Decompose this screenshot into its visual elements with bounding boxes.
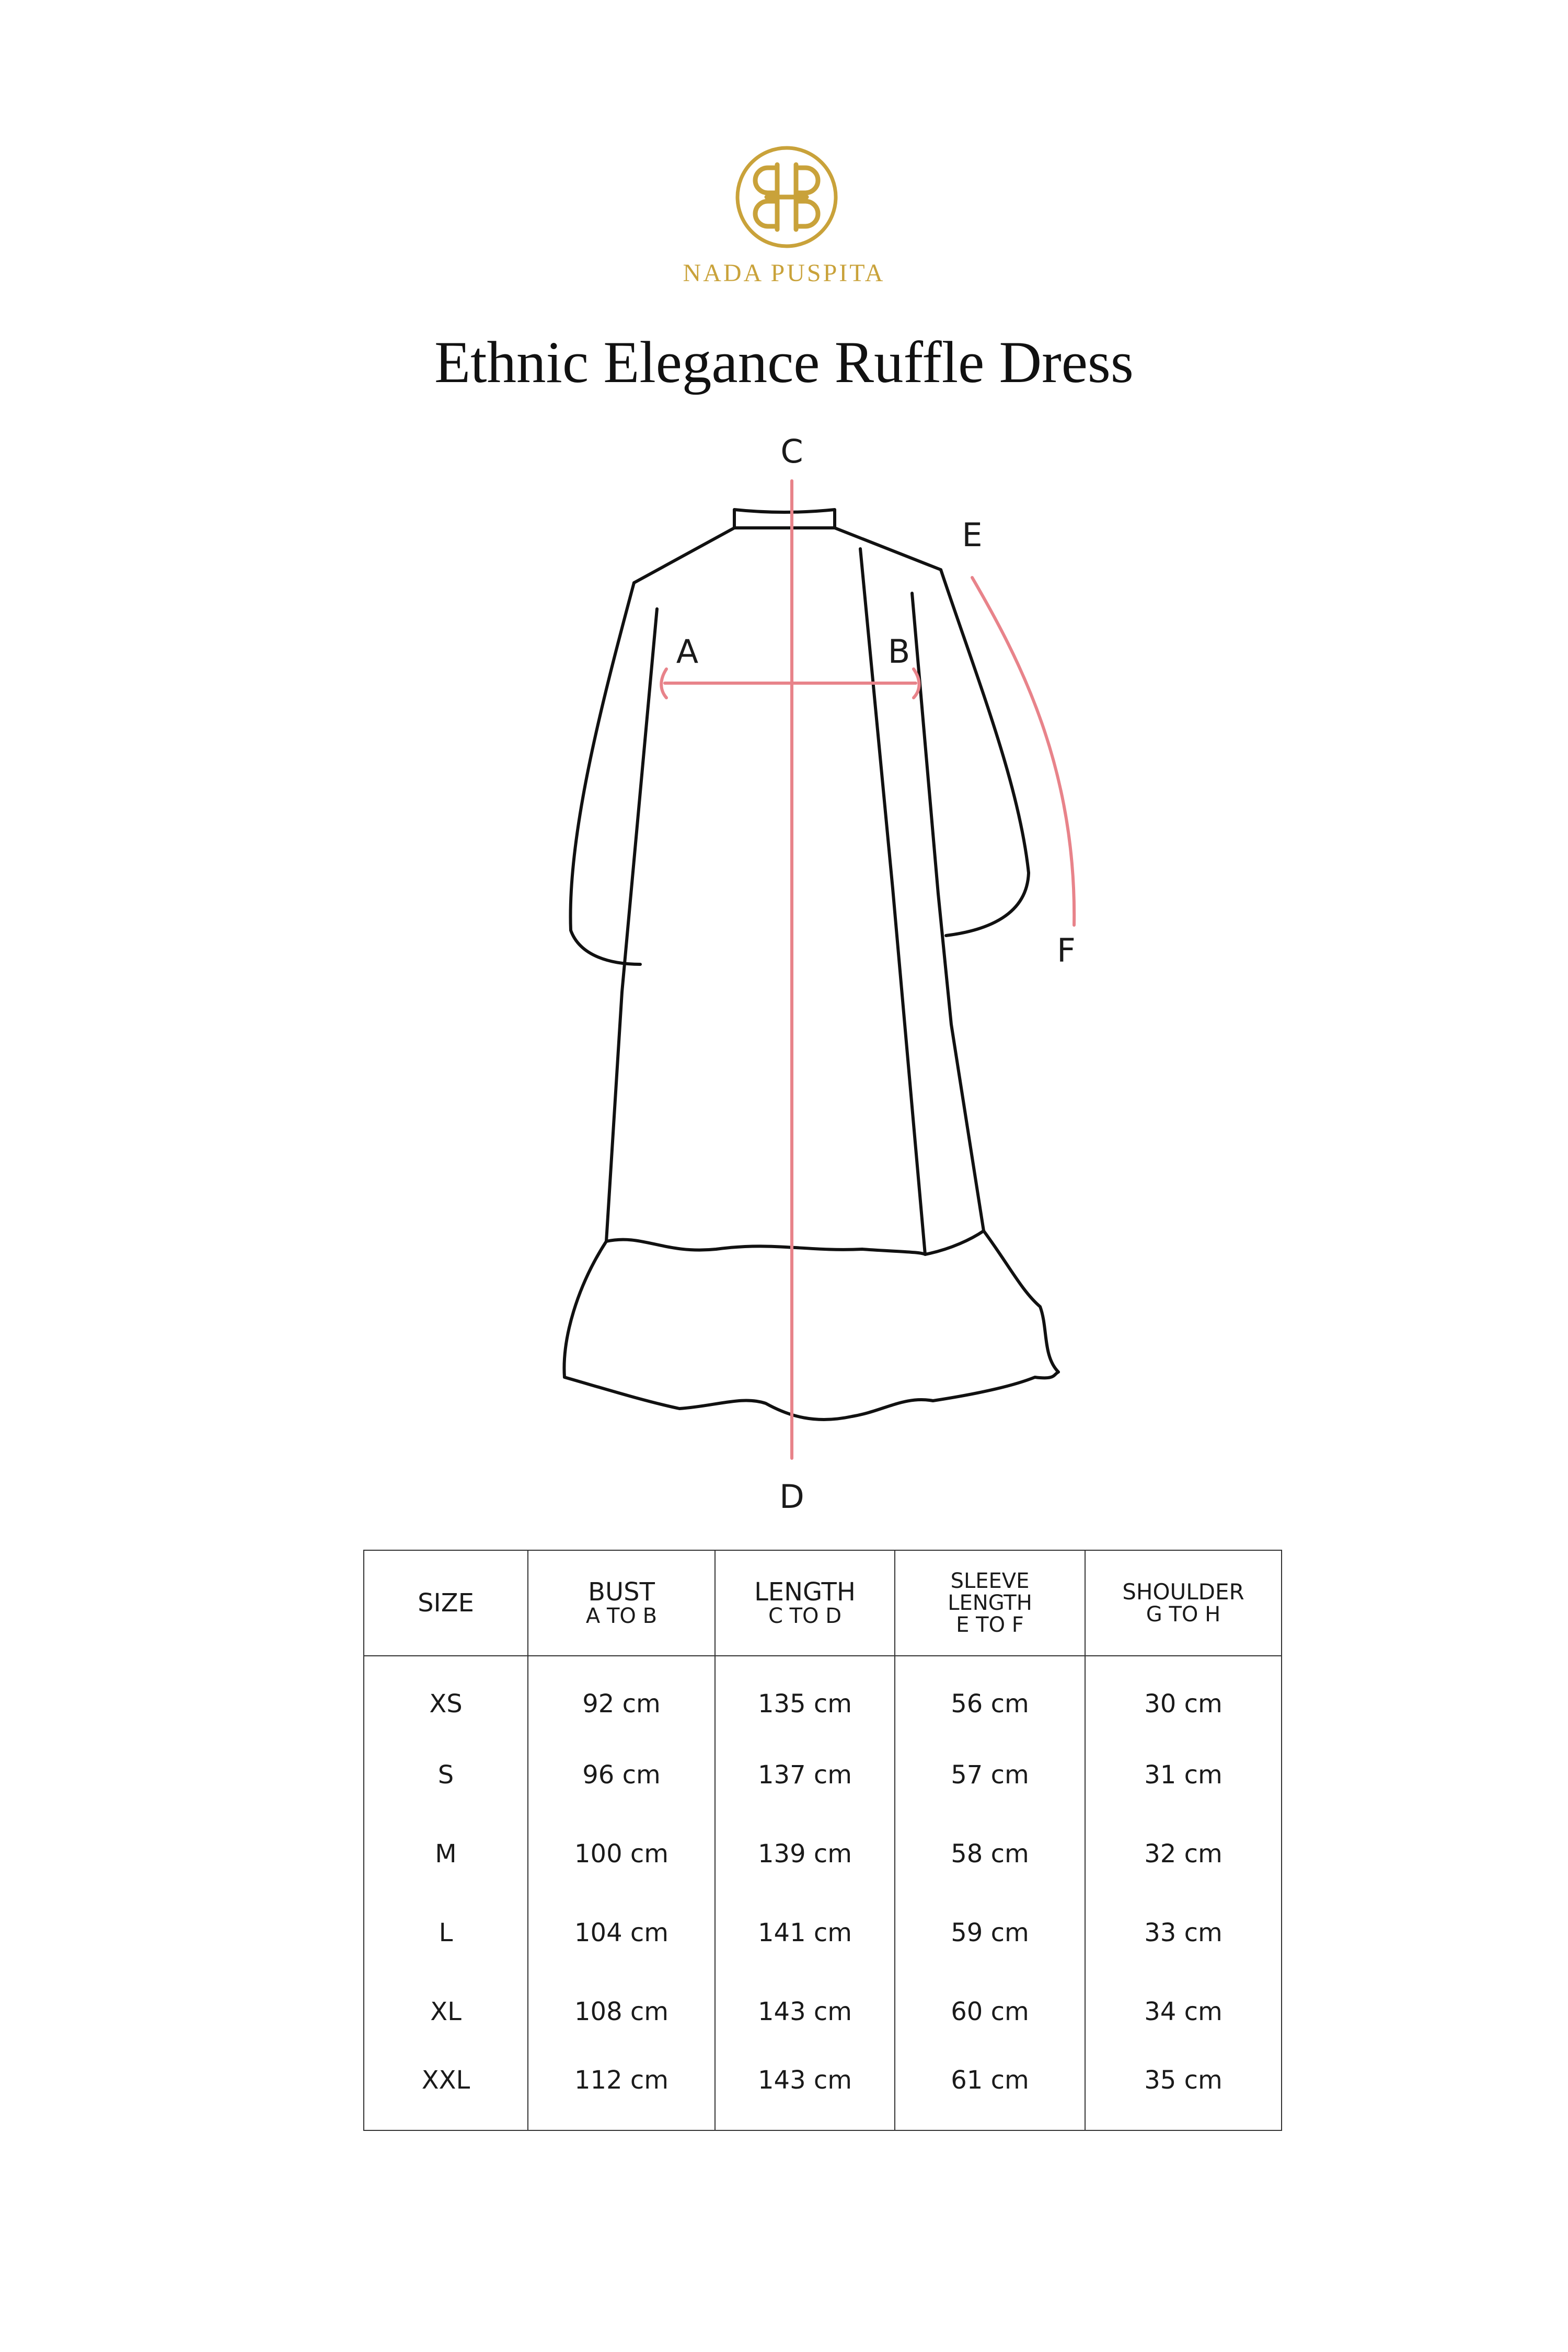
label-c: C (780, 432, 803, 470)
size-cell: L (364, 1893, 528, 1972)
bust-cell: 104 cm (528, 1893, 715, 1972)
dress-outline (564, 510, 1058, 1420)
length-cell: 135 cm (715, 1656, 895, 1735)
length-cell: 143 cm (715, 1972, 895, 2051)
sleeve-length-cell: 61 cm (895, 2051, 1085, 2130)
table-row (364, 1735, 1282, 1814)
size-cell: XL (364, 1972, 528, 2051)
label-b: B (887, 632, 910, 671)
label-d: D (779, 1478, 804, 1516)
length-cell: 137 cm (715, 1735, 895, 1814)
table-row (364, 1656, 1282, 1735)
table-row (364, 1972, 1282, 2051)
label-a: A (676, 632, 699, 671)
label-f: F (1057, 931, 1076, 970)
sleeve-length-cell: 57 cm (895, 1735, 1085, 1814)
shoulder-cell: 35 cm (1085, 2051, 1282, 2130)
sleeve-length-cell: 58 cm (895, 1814, 1085, 1893)
sleeve-length-cell: 60 cm (895, 1972, 1085, 2051)
shoulder-cell: 34 cm (1085, 1972, 1282, 2051)
bust-cell: 112 cm (528, 2051, 715, 2130)
shoulder-cell: 33 cm (1085, 1893, 1282, 1972)
shoulder-cell: 32 cm (1085, 1814, 1282, 1893)
length-cell: 141 cm (715, 1893, 895, 1972)
brand-name: NADA PUSPITA (683, 259, 885, 287)
shoulder-cell: 31 cm (1085, 1735, 1282, 1814)
size-cell: XS (364, 1656, 528, 1735)
length-cell: 143 cm (715, 2051, 895, 2130)
page-title: Ethnic Elegance Ruffle Dress (434, 330, 1134, 395)
bust-cell: 100 cm (528, 1814, 715, 1893)
header-shoulder: SHOULDER G TO H (1085, 1550, 1282, 1656)
header-sleeve-length: SLEEVE LENGTH E TO F (895, 1550, 1085, 1656)
length-cell: 139 cm (715, 1814, 895, 1893)
table-row (364, 1814, 1282, 1893)
table-header-row (364, 1550, 1282, 1656)
size-cell: M (364, 1814, 528, 1893)
size-table (363, 1550, 1282, 2131)
table-row (364, 2051, 1282, 2130)
bust-cell: 96 cm (528, 1735, 715, 1814)
sleeve-line-e-to-f (972, 578, 1074, 925)
bust-cell: 92 cm (528, 1656, 715, 1735)
header-size: SIZE (364, 1550, 528, 1656)
sleeve-length-cell: 59 cm (895, 1893, 1085, 1972)
header-bust: BUST A TO B (528, 1550, 715, 1656)
size-cell: XXL (364, 2051, 528, 2130)
bust-cell: 108 cm (528, 1972, 715, 2051)
label-e: E (962, 516, 983, 554)
size-cell: S (364, 1735, 528, 1814)
header-length: LENGTH C TO D (715, 1550, 895, 1656)
sleeve-length-cell: 56 cm (895, 1656, 1085, 1735)
table-row (364, 1893, 1282, 1972)
shoulder-cell: 30 cm (1085, 1656, 1282, 1735)
